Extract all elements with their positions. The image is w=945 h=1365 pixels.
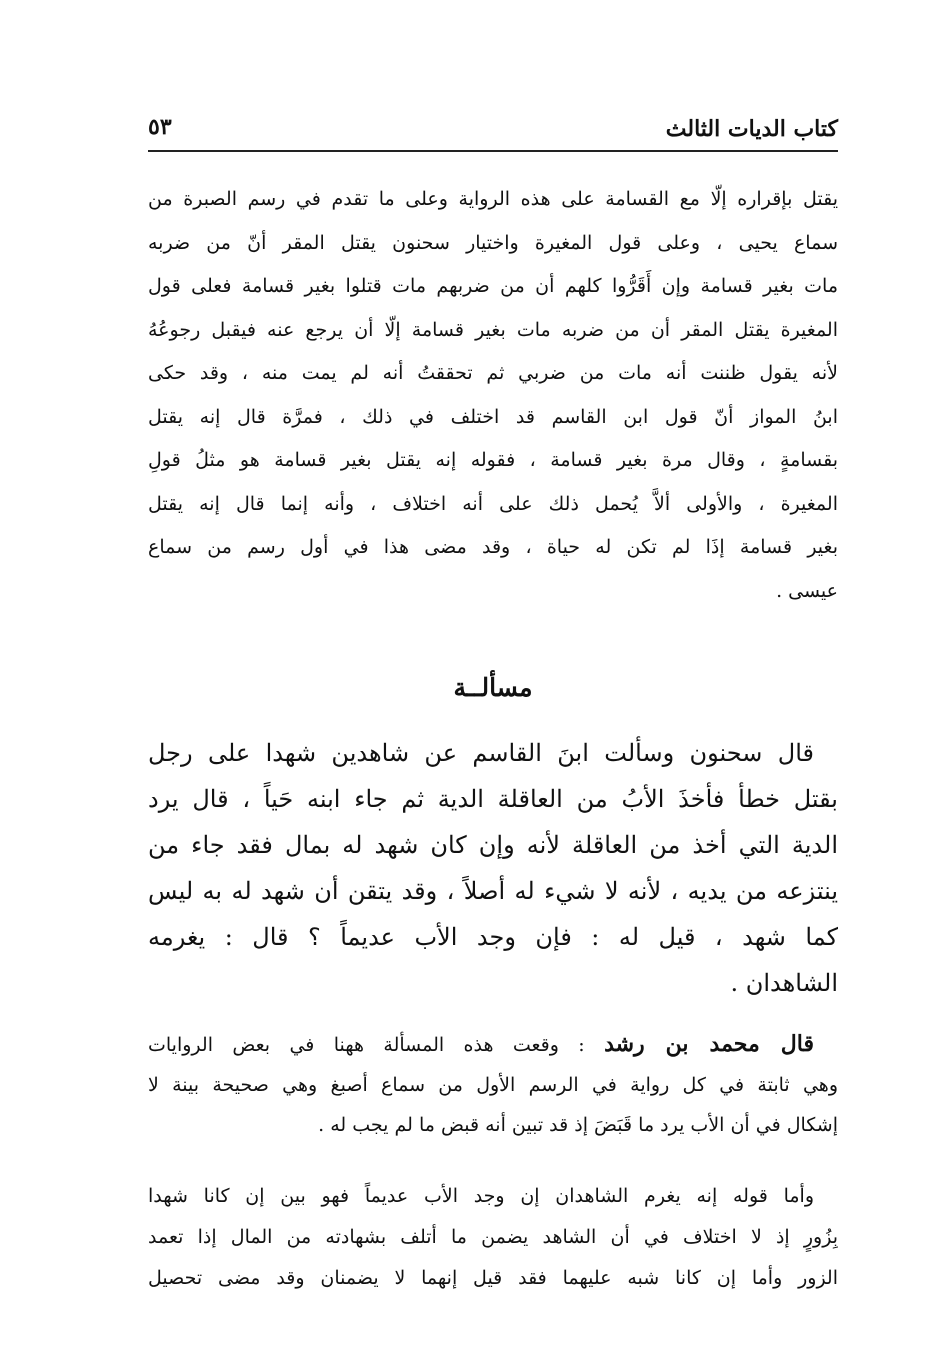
paragraph-3: [148, 1024, 838, 1145]
text-line: بغير قسامة إذَا لم تكن له حياة ، وقد مضى هذا في أول رسم من سماع: [148, 536, 838, 558]
text-line: الدية التي أخذ من العاقلة لأنه وإن كان شهد له بمال فقد جاء من: [148, 831, 838, 859]
text-line: [148, 730, 838, 776]
text-line-content: قال سحنون وسألت ابنَ القاسم عن شاهدين شهدا على رجل: [148, 739, 814, 767]
header-rule: [148, 150, 838, 152]
text-line: إشكال في أن الأب يرد ما قَبَضَ إذ قد تبين أنه قبض ما لم يجب له .: [318, 1114, 838, 1136]
text-line: بِزُورٍ إذ لا اختلاف في أن الشاهد يضمن ما أتلف بشهادته من المال إذا تعمد: [148, 1226, 838, 1248]
text-line: ينتزعه من يديه ، لأنه لا شيء له أصلاً ، وقد يتقن أن شهد له به ليس: [148, 877, 838, 905]
text-line: لأنه يقول ظننت أنه مات من ضربي ثم تحققتُ أنه لم يمت منه ، وقد حكى: [148, 362, 838, 384]
page-number: ٥٣: [148, 114, 172, 140]
running-title: كتاب الديات الثالث: [665, 116, 838, 142]
text-line-content: : وقعت هذه المسألة ههنا في بعض الروايات: [148, 1034, 585, 1056]
text-line: سماع يحيى ، وعلى قول المغيرة واختيار سحنون يقتل المقر أنّ من ضربه: [148, 231, 838, 254]
text-line: ابنُ المواز أنّ قول ابن القاسم قد اختلف في ذلك ، فمرَّة قال إنه يقتل: [148, 405, 838, 428]
text-line: بقتل خطأ فأخذَ الأبُ من العاقلة الدية ثم جاء ابنه حَياً ، قال يرد: [148, 785, 838, 813]
text-line: مات بغير قسامة وإن أَقَرُّوا كلهم أن من ضربهم مات قتلوا بغير قسامة فعلى قول: [148, 275, 838, 297]
text-line-content: وأما قوله إنه يغرم الشاهدان إن وجد الأب عديماً فهو بين إن كانا شهدا: [148, 1185, 814, 1207]
text-line: [148, 1176, 838, 1217]
paragraph-4: [148, 1176, 838, 1299]
text-line: عيسى .: [776, 579, 838, 602]
text-line: وهي ثابتة في كل رواية في الرسم الأول من سماع أصبغ وهي صحيحة بينة لا: [148, 1074, 838, 1096]
text-line: المغيرة ، والأولى ألاَّ يُحمل ذلك على أنه اختلاف ، وأنه إنما قال إنه يقتل: [148, 492, 838, 515]
section-heading: مسألــة: [453, 673, 533, 702]
text-line: الشاهدان .: [730, 969, 838, 997]
text-line: المغيرة يقتل المقر أن من ضربه مات بغير قسامة إلّا أن يرجع عنه فيقبل رجوعُهُ: [148, 318, 838, 341]
text-line: الزور وأما إن كانا شبه عليهما فقد قيل إنهما لا يضمنان وقد مضى تحصيل: [148, 1267, 838, 1289]
page-header: [148, 112, 838, 152]
paragraph-1: [148, 178, 838, 613]
speaker-name: قال محمد بن رشد: [604, 1031, 814, 1057]
text-line: بقسامةٍ ، وقال مرة بغير قسامة ، فقوله إنه يقتل بغير قسامة هو مثلُ قولِ: [148, 449, 838, 471]
text-line: كما شهد ، قيل له : فإن وجد الأب عديماً ؟ قال : يغرمه: [148, 923, 838, 951]
text-line: [148, 1024, 838, 1065]
text-line: يقتل بإقراره إلّا مع القسامة على هذه الرواية وعلى ما تقدم في رسم الصبرة من: [148, 188, 838, 210]
paragraph-2: [148, 730, 838, 1006]
